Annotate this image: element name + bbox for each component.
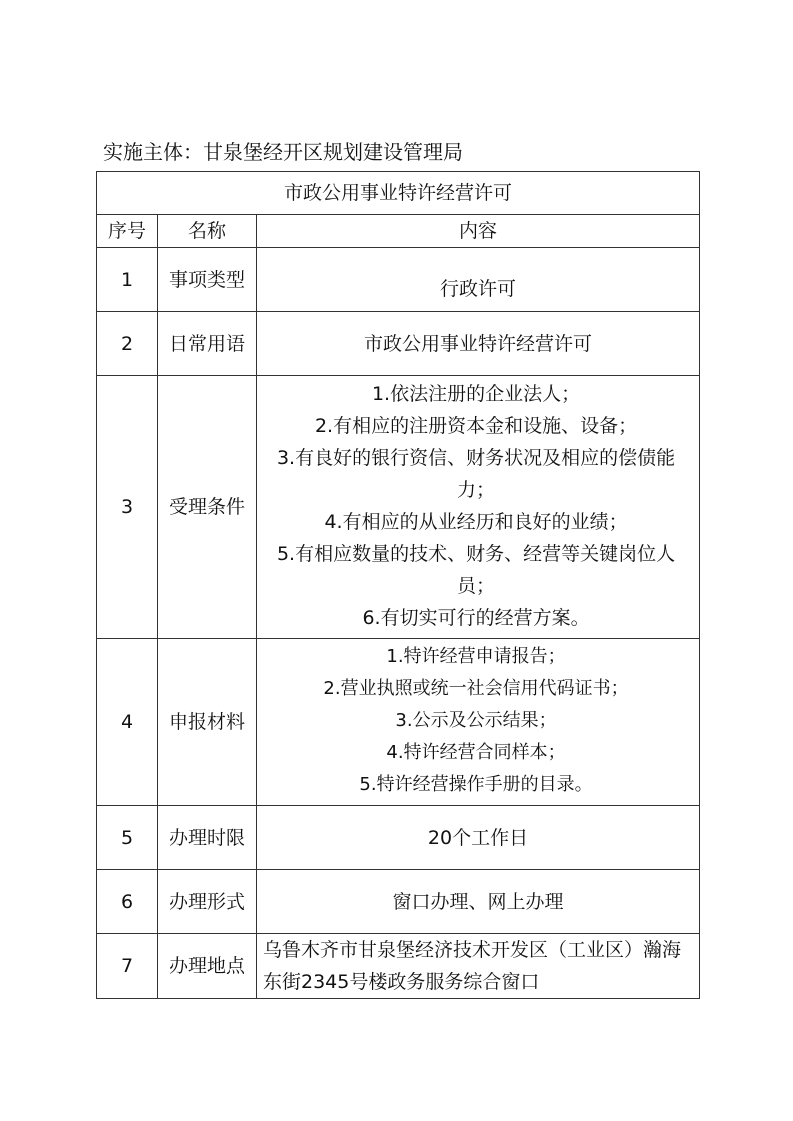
list-item: 4.特许经营合同样本； xyxy=(386,742,566,763)
row-number: 3 xyxy=(97,376,158,639)
row-number: 4 xyxy=(97,639,158,806)
list-item: 2.营业执照或统一社会信用代码证书； xyxy=(323,678,629,699)
row-content: 行政许可 xyxy=(257,248,700,312)
table-row xyxy=(97,639,700,806)
table-row xyxy=(97,312,700,376)
row-number: 2 xyxy=(97,312,158,376)
row-name xyxy=(158,806,257,870)
row-name-text: 办理时限 xyxy=(168,826,245,849)
row-name xyxy=(158,312,257,376)
row-name xyxy=(158,870,257,934)
row-number: 7 xyxy=(97,934,158,999)
row-name-text: 日常用语 xyxy=(168,332,245,355)
row-content: 乌鲁木齐市甘泉堡经济技术开发区（工业区）瀚海东街2345号楼政务服务综合窗口 xyxy=(257,934,700,999)
row-name-text: 办理地点 xyxy=(168,955,245,977)
service-item-table xyxy=(96,171,700,999)
row-name xyxy=(158,934,257,999)
row-content: 窗口办理、网上办理 xyxy=(257,870,700,934)
list-item: 1.依法注册的企业法人； xyxy=(371,383,581,405)
list-item: 5.有相应数量的技术、财务、经营等关键岗位人员； xyxy=(276,543,676,597)
table-row xyxy=(97,248,700,312)
implementing-body: 实施主体：甘泉堡经开区规划建设管理局 xyxy=(103,140,463,164)
list-item: 3.公示及公示结果； xyxy=(395,710,557,731)
row-name xyxy=(158,376,257,639)
column-header-content: 内容 xyxy=(257,215,700,248)
table-row xyxy=(97,870,700,934)
column-header-no: 序号 xyxy=(97,215,158,248)
column-header-name: 名称 xyxy=(158,215,257,248)
list-item: 5.特许经营操作手册的目录。 xyxy=(359,774,593,795)
table-title-row xyxy=(97,172,700,215)
row-content-list xyxy=(257,639,700,806)
list-item: 1.特许经营申请报告； xyxy=(386,646,566,667)
row-number: 1 xyxy=(97,248,158,312)
row-number: 5 xyxy=(97,806,158,870)
row-content: 市政公用事业特许经营许可 xyxy=(257,312,700,376)
table-row xyxy=(97,806,700,870)
row-name-text: 事项类型 xyxy=(168,268,245,291)
row-number: 6 xyxy=(97,870,158,934)
row-content: 20个工作日 xyxy=(257,806,700,870)
row-name-text: 受理条件 xyxy=(168,496,245,518)
row-name-text: 办理形式 xyxy=(168,890,245,913)
row-content-list xyxy=(257,376,700,639)
table-header-row xyxy=(97,215,700,248)
row-name xyxy=(158,248,257,312)
list-item: 6.有切实可行的经营方案。 xyxy=(362,607,590,629)
list-item: 3.有良好的银行资信、财务状况及相应的偿债能力； xyxy=(276,447,676,501)
list-item: 4.有相应的从业经历和良好的业绩； xyxy=(324,511,628,533)
list-item: 2.有相应的注册资本金和设施、设备； xyxy=(314,415,638,437)
table-row xyxy=(97,376,700,639)
row-name-text: 申报材料 xyxy=(168,711,245,733)
table-title: 市政公用事业特许经营许可 xyxy=(97,172,700,215)
row-name xyxy=(158,639,257,806)
table-row xyxy=(97,934,700,999)
